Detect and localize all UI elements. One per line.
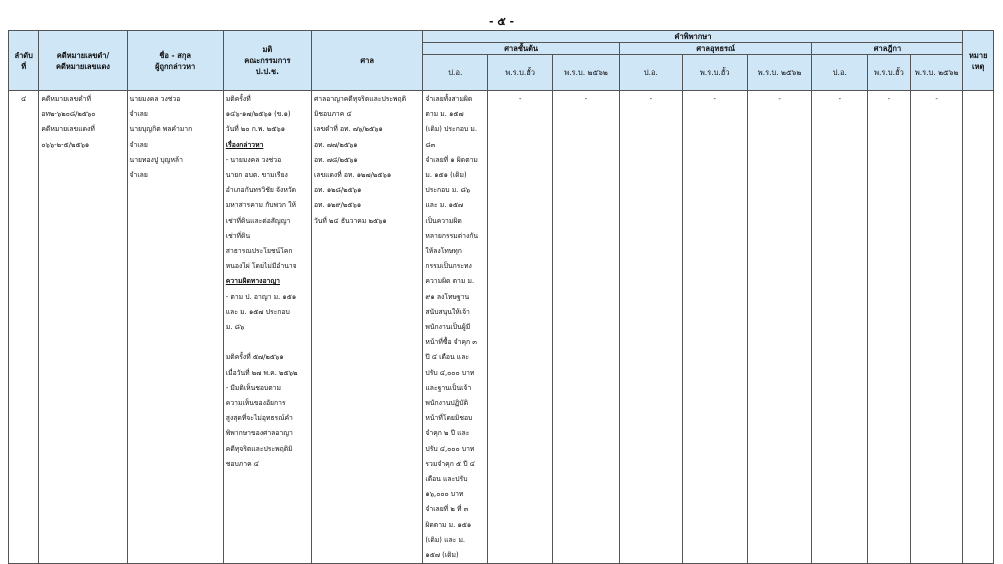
col-remark-header: หมาย เหตุ: [963, 31, 994, 91]
appeal-court-header: ศาลอุทธรณ์: [619, 43, 812, 55]
judgment-cell: [423, 91, 488, 564]
row-no: ๔: [9, 91, 39, 564]
case-cell: [39, 91, 127, 564]
text-line: เลขดำที่ อท. ๗๖/๒๕๖๑: [313, 125, 383, 134]
text-line: หน้าที่โดยมิชอบ: [425, 414, 473, 423]
text-line: ปรับ ๔,๐๐๐ บาท: [425, 444, 475, 453]
text-line: เมื่อวันที่ ๒๗ พ.ค. ๒๕๖๒: [225, 368, 298, 377]
text-line: ๑๕๗ (เดิม): [425, 551, 459, 560]
dash-cell: -: [910, 91, 963, 564]
text-line: สาธารณประโยชน์โคก: [225, 247, 293, 256]
text-line: หนองไผ่ โดยไม่มีอำนาจ: [225, 262, 297, 271]
text-line: จำเลย: [129, 171, 148, 180]
sub-header-hua: พ.ร.บ.ฮั้ว: [682, 55, 747, 91]
text-line: ให้ลงโทษทุก: [425, 247, 462, 256]
text-line: ๐๖๖-๒-๕/๒๕๖๑: [41, 140, 90, 149]
col-name-header: ชื่อ - สกุล ผู้ถูกกล่าวหา: [127, 31, 223, 91]
sub-header-pa: ป.อ.: [619, 55, 682, 91]
text-line: เลขแดงที่ อท. ๑๒๗/๒๕๖๑: [313, 171, 392, 180]
supreme-court-header: ศาลฎีกา: [812, 43, 963, 55]
table-row: [9, 91, 994, 564]
text-line: ศาลอาญาคดีทุจริตและประพฤติ: [313, 95, 407, 103]
sub-header-2562: พ.ร.บ. ๒๕๖๒: [553, 55, 620, 91]
text-line: และ ม. ๑๕๗: [425, 201, 464, 210]
text-line: และฐานเป็นเจ้า: [425, 383, 472, 392]
text-line: พนักงานเป็นผู้มี: [425, 323, 471, 332]
text-line: หน้าที่ซื้อ จำคุก ๓: [425, 338, 477, 347]
text-line: ปรับ ๔,๐๐๐ บาท: [425, 368, 475, 377]
text-line: ๘๓: [425, 140, 436, 149]
text-line: วันที่ ๒๐ ก.พ. ๒๕๖๑: [225, 125, 286, 134]
col-case-header: คดีหมายเลขดำ/ คดีหมายเลขแดง: [39, 31, 127, 91]
dash-cell: -: [553, 91, 620, 564]
accusation-heading: เรื่องกล่าวหา: [225, 140, 264, 149]
text-line: เป็นความผิด: [425, 216, 462, 225]
text-line: อท. ๑๒๘/๒๕๖๑: [313, 186, 362, 195]
dash-cell: -: [619, 91, 682, 564]
col-no-header: ลำดับ ที่: [9, 31, 39, 91]
text-line: คดีหมายเลขแดงที่: [41, 125, 95, 134]
text-line: วันที่ ๒๔ ธันวาคม ๒๕๖๑: [313, 216, 387, 225]
judgment-table: [8, 30, 994, 564]
text-line: จำเลย: [129, 110, 148, 119]
text-line: ความผิด ตาม ม.: [425, 277, 475, 286]
dash-cell: -: [488, 91, 553, 564]
sub-header-pa: ป.อ.: [812, 55, 868, 91]
text-line: กรรมเป็นกระทง: [425, 262, 472, 271]
text-line: (เดิม) และ ม.: [425, 535, 466, 544]
text-line: นายมงคล วงช่วอ: [129, 95, 181, 103]
remark-cell: [963, 91, 994, 564]
sub-header-hua: พ.ร.บ.ฮั้ว: [488, 55, 553, 91]
dash-cell: -: [747, 91, 812, 564]
text-line: นายบุญกิต พลคำมาก: [129, 125, 193, 134]
col-resolution-header: มติ คณะกรรมการ ป.ป.ช.: [223, 31, 311, 91]
criminal-offence-heading: ความผิดทางอาญา: [225, 277, 280, 286]
text-line: - มีมติเห็นชอบตาม: [225, 383, 281, 392]
text-line: อท๒-๖๒๐๘/๒๕๖๐: [41, 110, 96, 119]
text-line: อำเภอกันทรวิชัย จังหวัด: [225, 186, 297, 195]
text-line: อท. ๗๘/๒๕๖๑: [313, 155, 358, 164]
text-line: หลายกรรมต่างกัน: [425, 231, 479, 240]
text-line: ม. ๘๖: [225, 323, 245, 332]
sub-header-2562: พ.ร.บ. ๒๕๖๒: [747, 55, 812, 91]
text-line: และ ม. ๑๕๗ ประกอบ: [225, 307, 290, 316]
court-cell: [311, 91, 422, 564]
text-line: (เดิม) ประกอบ ม.: [425, 125, 478, 134]
text-line: นายก อบต. ขามเรียง: [225, 171, 288, 180]
text-line: คดีหมายเลขดำที่: [41, 95, 91, 103]
text-line: จำเลย: [129, 140, 148, 149]
resolution-cell: [223, 91, 311, 564]
text-line: ความเห็นของอัยการ: [225, 399, 286, 408]
text-line: ชอบภาค ๔: [225, 459, 259, 468]
first-court-header: ศาลชั้นต้น: [423, 43, 620, 55]
text-line: [226, 335, 309, 350]
dash-cell: -: [812, 91, 868, 564]
sub-header-2562: พ.ร.บ. ๒๕๖๒: [910, 55, 963, 91]
text-line: สูงสุดที่จะไม่อุทธรณ์คำ: [225, 414, 293, 423]
text-line: ๑๖,๐๐๐ บาท: [425, 490, 464, 499]
col-court-header: ศาล: [311, 31, 422, 91]
text-line: - ตาม ป. อาญา ม. ๑๕๑: [225, 292, 297, 301]
text-line: คดีทุจริตและประพฤติมิ: [225, 444, 293, 453]
text-line: ปี ๔ เดือน และ: [425, 353, 470, 362]
text-line: อท. ๑๒๙/๒๕๖๑: [313, 201, 362, 210]
text-line: รวมจำคุก ๕ ปี ๔: [425, 459, 475, 468]
text-line: จำคุก ๒ ปี และ: [425, 429, 470, 438]
text-line: พนักงานปฏิบัติ: [425, 399, 469, 408]
page-number: - ๕ -: [488, 15, 515, 28]
text-line: มิชอบภาค ๔: [313, 110, 352, 119]
sub-header-pa: ป.อ.: [423, 55, 488, 91]
text-line: ๙๑ ลงโทษฐาน: [425, 292, 470, 301]
text-line: ประกอบ ม. ๘๖: [425, 186, 471, 195]
text-line: เดือน และปรับ: [425, 475, 468, 484]
dash-cell: -: [868, 91, 911, 564]
text-line: มติครั้งที่ ๕๗/๒๕๖๑: [225, 353, 284, 362]
text-line: ม. ๑๕๑ (เดิม): [425, 171, 467, 180]
text-line: จำเลยที่ ๒ ที่ ๓: [425, 505, 469, 514]
dash-cell: -: [682, 91, 747, 564]
text-line: ๑๔๖-๑๗/๒๕๖๑ (ข.๑): [225, 110, 291, 119]
text-line: ตาม ม. ๑๕๗: [425, 110, 464, 119]
text-line: จำเลยทั้งสามผิด: [425, 95, 473, 103]
text-line: มหาสารคาม กับพวก ให้: [225, 201, 296, 210]
name-cell: [127, 91, 223, 564]
text-line: ผิดตาม ม. ๑๕๑: [425, 520, 472, 529]
text-line: นายทองปู บุญหล้า: [129, 155, 183, 164]
text-line: - นายมงคล วงช่วอ: [225, 155, 282, 164]
text-line: เช่าที่ดิน: [225, 231, 251, 240]
judgment-header: คำพิพากษา: [423, 31, 963, 43]
text-line: มติครั้งที่: [225, 95, 251, 103]
text-line: จำเลยที่ ๑ ผิดตาม: [425, 155, 478, 164]
text-line: เช่าที่ดินและต่อสัญญา: [225, 216, 291, 225]
sub-header-hua: พ.ร.บ.ฮั้ว: [868, 55, 911, 91]
text-line: พิพากษาของศาลอาญา: [225, 429, 293, 438]
text-line: สนับสนุนให้เจ้า: [425, 307, 470, 316]
text-line: อท. ๗๗/๒๕๖๑: [313, 140, 358, 149]
